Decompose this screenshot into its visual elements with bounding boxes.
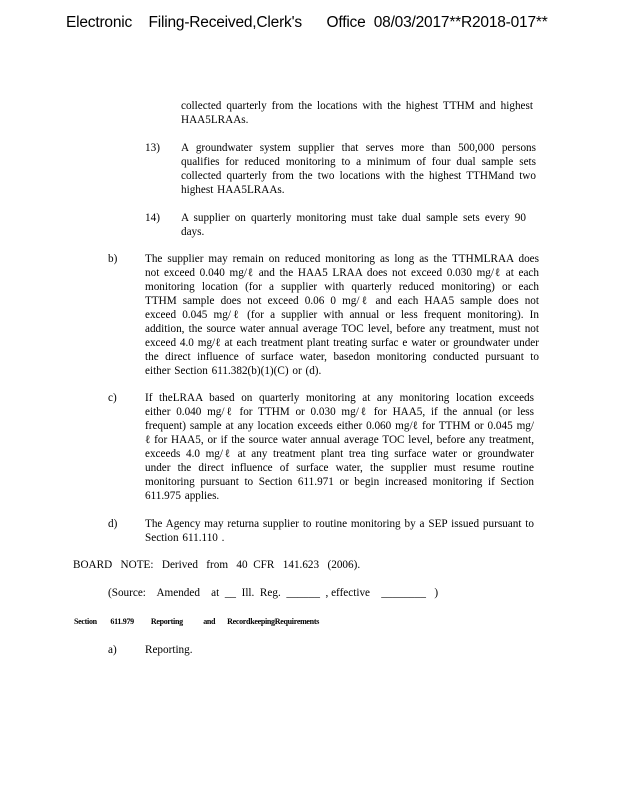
source-note: (Source: Amended at __ Ill. Reg. ______ , effective ________ )	[108, 587, 439, 599]
paragraph-continuation: collected quarterly from the locations with the highest TTHM and highest HAA5LRAAs.	[181, 100, 533, 126]
item-label-a: a)	[108, 644, 117, 656]
paragraph-d: The Agency may returna supplier to routine monitoring by a SEP issued pursuant to Section 611.110 .	[145, 518, 534, 544]
item-label-13: 13)	[145, 142, 160, 154]
item-label-c: c)	[108, 392, 117, 404]
item-label-14: 14)	[145, 212, 160, 224]
item-text-reporting: Reporting.	[145, 644, 193, 656]
filing-header: Electronic Filing-Received,Clerk's Office 08/03/2017**R2018-017**	[66, 14, 548, 31]
section-heading: Section 611.979 Reporting and RecordkeepingRequirements	[74, 617, 320, 626]
item-label-d: d)	[108, 518, 118, 530]
board-note: BOARD NOTE: Derived from 40 CFR 141.623 (2006).	[73, 559, 361, 571]
paragraph-c: If theLRAA based on quarterly monitoring at any monitoring location exceeds either 0.040 mg/ℓ for TTHM or 0.030 mg/ℓ for HAA5, if the annual (or less frequent) sample at any location exceeds either 0.060 mg/ℓ for TTHM or 0.045 mg/ℓ for HAA5, or if the source water annual average TOC level, before any treatment, exceeds 4.0 mg/ℓ at any treatment plant trea ting surface water or groundwater under the direct influence of surface water, the supplier must resume routine monitoring pursuant to Section 611.971 or begin increased monitoring if Section 611.975 applies.	[145, 392, 534, 502]
item-label-b: b)	[108, 253, 118, 265]
paragraph-14: A supplier on quarterly monitoring must take dual sample sets every 90 days.	[181, 212, 526, 238]
paragraph-b: The supplier may remain on reduced monitoring as long as the TTHMLRAA does not exceed 0.040 mg/ℓ and the HAA5 LRAA does not exceed 0.030 mg/ℓ at each monitoring location (for a supplier with quarterly reduced monitoring) or each TTHM sample does not exceed 0.06 0 mg/ℓ and each HAA5 sample does not exceed 0.045 mg/ℓ (for a supplier with annual or less frequent monitoring). In addition, the source water annual average TOC level, before any treatment, must not exceed 4.0 mg/ℓ at each treatment plant treating surfac e water or groundwater under the direct influence of surface water, basedon monitoring conducted pursuant to either Section 611.382(b)(1)(C) or (d).	[145, 253, 539, 377]
paragraph-13: A groundwater system supplier that serves more than 500,000 persons qualifies for reduced monitoring to a minimum of four dual sample sets collected quarterly from the two locations with the highest TTHMand two highest HAA5LRAAs.	[181, 142, 536, 196]
